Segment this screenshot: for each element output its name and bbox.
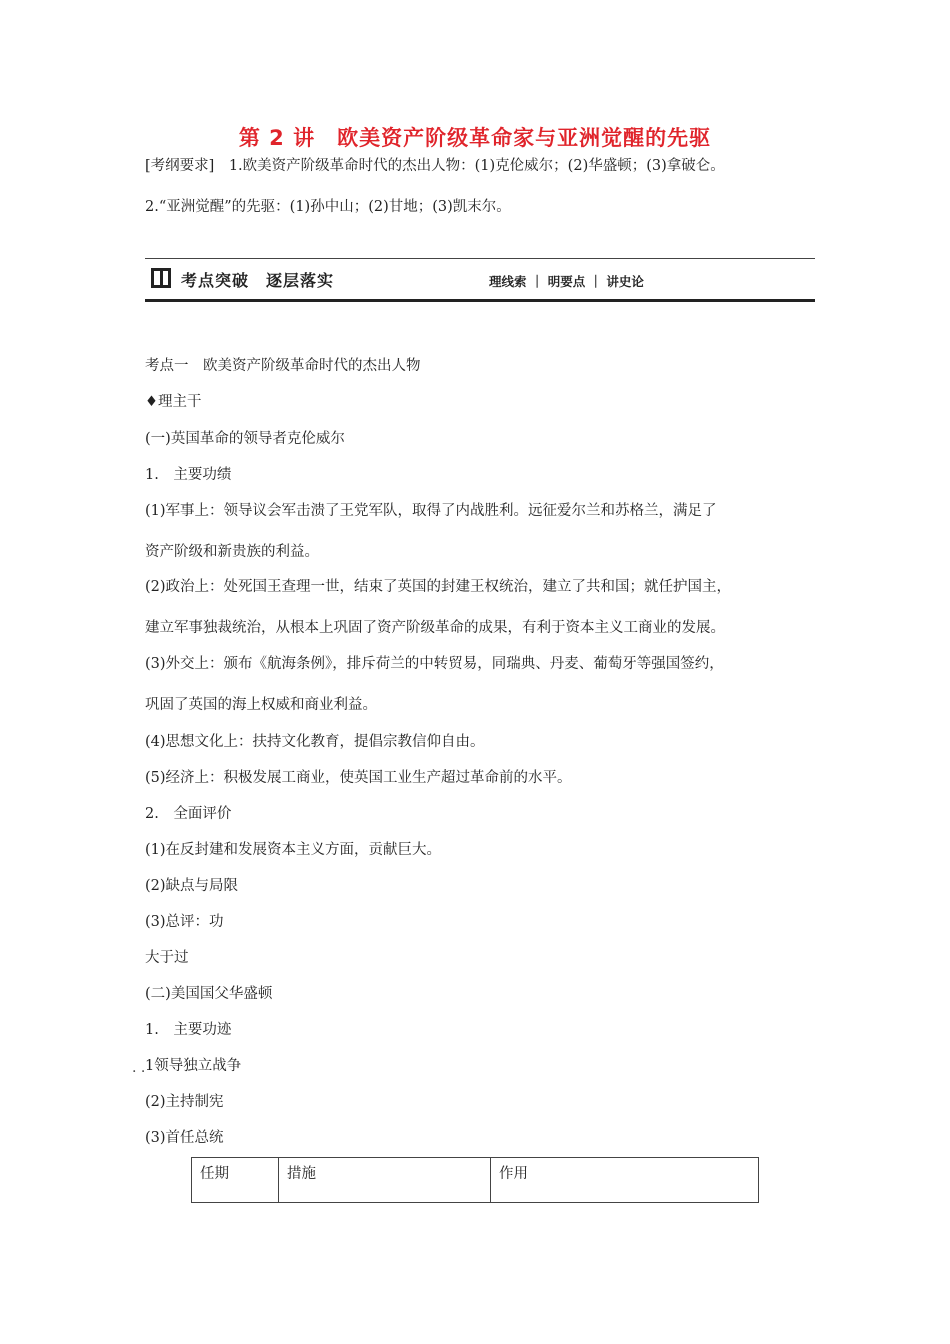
banner-subtitle: 理线索 ｜ 明要点 ｜ 讲史论 (489, 274, 644, 289)
subsection-label: ♦理主干 (145, 394, 202, 410)
paragraph-line: 1领导独立战争 (145, 1058, 242, 1074)
paragraph-line: (1)军事上：领导议会军击溃了王党军队，取得了内战胜利。远征爱尔兰和苏格兰，满足了 (145, 503, 717, 519)
table-header-row (192, 1158, 759, 1203)
syllabus-requirements-line-2: 2.“亚洲觉醒”的先驱：(1)孙中山；(2)甘地；(3)凯末尔。 (145, 199, 511, 215)
table-header-cell: 作用 (491, 1158, 759, 1203)
subsection-heading: (一)英国革命的领导者克伦威尔 (145, 431, 345, 447)
list-heading: 1. 主要功绩 (145, 467, 232, 483)
data-table (191, 1157, 759, 1203)
paragraph-line: 大于过 (145, 950, 189, 966)
list-heading: 1. 主要功迹 (145, 1022, 232, 1038)
paragraph-line: (2)缺点与局限 (145, 878, 239, 894)
paragraph-line: (5)经济上：积极发展工商业，使英国工业生产超过革命前的水平。 (145, 770, 572, 786)
syllabus-requirements-line-1: [考纲要求] 1.欧美资产阶级革命时代的杰出人物：(1)克伦威尔；(2)华盛顿；(3)拿破仑。 (145, 158, 725, 174)
page-title: 第 2 讲 欧美资产阶级革命家与亚洲觉醒的先驱 (238, 126, 712, 150)
paragraph-line: (2)政治上：处死国王查理一世，结束了英国的封建王权统治，建立了共和国；就任护国主， (145, 579, 732, 595)
paragraph-line: (3)外交上：颁布《航海条例》，排斥荷兰的中转贸易，同瑞典、丹麦、葡萄牙等强国签约， (145, 656, 724, 672)
paragraph-line: 巩固了英国的海上权威和商业利益。 (145, 697, 377, 713)
table-header-cell: 任期 (192, 1158, 279, 1203)
section-banner (145, 258, 815, 302)
stray-mark: . . (132, 1060, 146, 1076)
paragraph-line: (4)思想文化上：扶持文化教育，提倡宗教信仰自由。 (145, 734, 485, 750)
paragraph-line: (1)在反封建和发展资本主义方面，贡献巨大。 (145, 842, 442, 858)
book-icon (151, 268, 171, 288)
paragraph-line: 建立军事独裁统治，从根本上巩固了资产阶级革命的成果，有利于资本主义工商业的发展。 (145, 620, 725, 636)
list-heading: 2. 全面评价 (145, 806, 232, 822)
paragraph-line: 资产阶级和新贵族的利益。 (145, 544, 319, 560)
banner-title: 考点突破 逐层落实 (181, 271, 335, 290)
subsection-heading: (二)美国国父华盛顿 (145, 986, 273, 1002)
table-header-cell: 措施 (279, 1158, 491, 1203)
paragraph-line: (3)首任总统 (145, 1130, 224, 1146)
section-heading: 考点一 欧美资产阶级革命时代的杰出人物 (145, 358, 421, 374)
paragraph-line: (2)主持制宪 (145, 1094, 224, 1110)
paragraph-line: (3)总评：功 (145, 914, 224, 930)
